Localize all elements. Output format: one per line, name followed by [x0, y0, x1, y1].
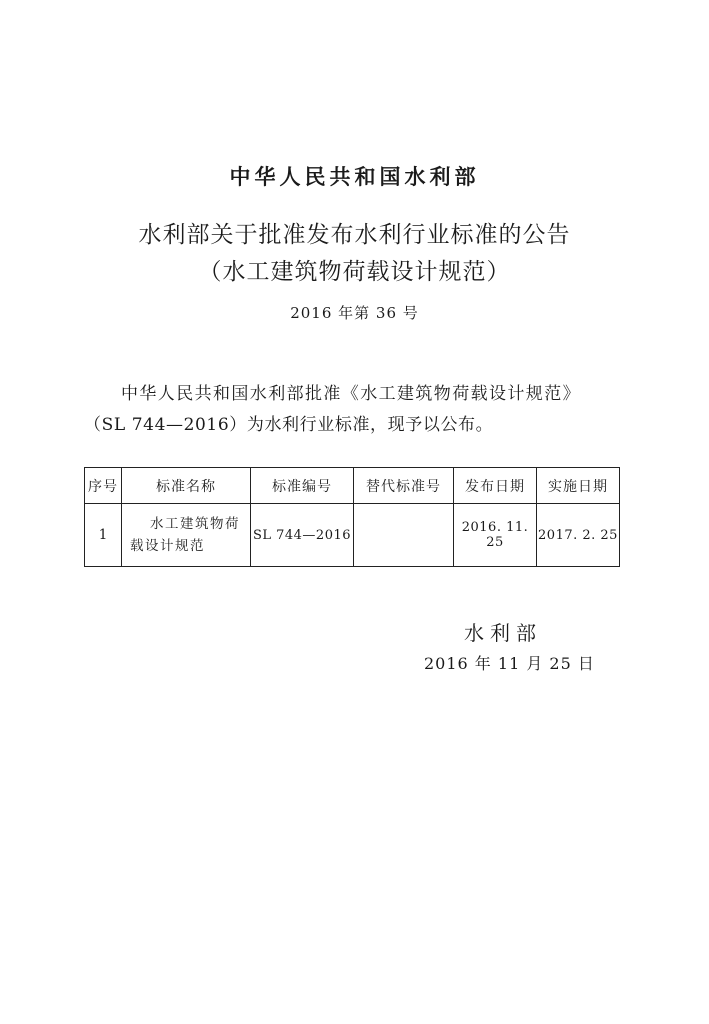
- body-paragraph-line-1: 中华人民共和国水利部批准《水工建筑物荷载设计规范》: [121, 384, 581, 404]
- column-header-code: 标准编号: [251, 468, 354, 504]
- signature-org: 水利部: [464, 621, 542, 645]
- column-header-name: 标准名称: [122, 468, 251, 504]
- standard-name-line-1: 水工建筑物荷: [150, 516, 240, 532]
- issuing-ministry: 中华人民共和国水利部: [229, 164, 480, 189]
- column-header-index: 序号: [85, 468, 122, 504]
- standards-table: [84, 467, 620, 567]
- standard-name-line-2: 载设计规范: [130, 538, 205, 554]
- cell-replaces: [354, 504, 454, 567]
- cell-standard-code: SL 744—2016: [251, 504, 354, 567]
- column-header-published: 发布日期: [454, 468, 537, 504]
- table-header-row: [85, 468, 620, 504]
- cell-standard-name: [122, 504, 251, 567]
- document-number: 2016 年第 36 号: [290, 304, 419, 322]
- column-header-effective: 实施日期: [537, 468, 620, 504]
- announcement-title: 水利部关于批准发布水利行业标准的公告: [138, 222, 571, 248]
- cell-effective-date: 2017. 2. 25: [537, 504, 620, 567]
- cell-published-date: 2016. 11. 25: [454, 504, 537, 567]
- body-paragraph-line-2: （SL 744—2016）为水利行业标准，现予以公布。: [84, 415, 494, 435]
- announcement-subtitle: （水工建筑物荷载设计规范）: [198, 259, 511, 285]
- signature-date: 2016 年 11 月 25 日: [424, 654, 595, 673]
- column-header-replaces: 替代标准号: [354, 468, 454, 504]
- cell-index: 1: [85, 504, 122, 567]
- table-row: [85, 504, 620, 567]
